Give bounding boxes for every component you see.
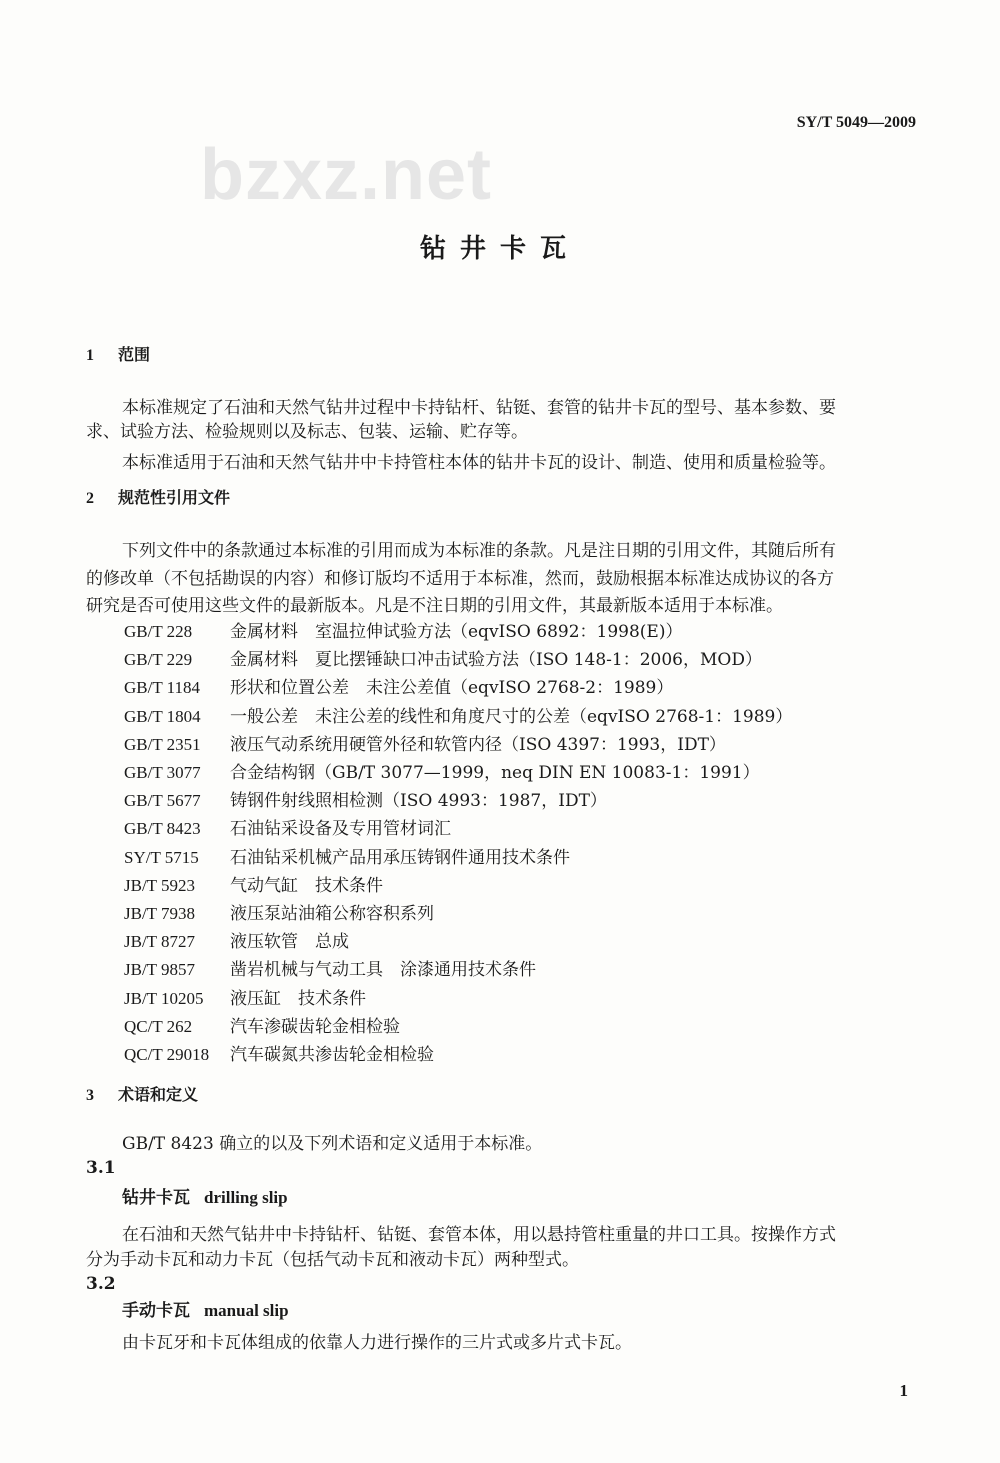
reference-code: GB/T 5677 [124,791,201,811]
reference-title: 一般公差 未注公差的线性和角度尺寸的公差（eqvISO 2768-1：1989） [230,706,793,727]
reference-code: GB/T 2351 [124,734,201,754]
reference-title: 液压气动系统用硬管外径和软管内径（ISO 4397：1993，IDT） [230,734,726,755]
reference-title: 汽车渗碳齿轮金相检验 [230,1016,400,1037]
reference-item [124,931,349,953]
term: 手动卡瓦 manual slip [122,1301,289,1321]
reference-code: GB/T 228 [124,622,193,641]
reference-item [124,1016,400,1038]
reference-title: 合金结构钢（GB/T 3077—1999，neq DIN EN 10083-1：1991） [230,763,760,783]
reference-title: 液压缸 技术条件 [230,988,366,1009]
reference-code: QC/T 29018 [124,1045,210,1064]
reference-title: 液压泵站油箱公称容积系列 [230,904,434,924]
reference-code: JB/T 10205 [124,988,204,1008]
paragraph: 求、试验方法、检验规则以及标志、包装、运输、贮存等。 [86,422,528,442]
paragraph: GB/T 8423 确立的以及下列术语和定义适用于本标准。 [122,1134,543,1154]
reference-title: 气动气缸 技术条件 [230,875,383,896]
reference-item [124,1044,434,1066]
paragraph: 的修改单（不包括勘误的内容）和修订版均不适用于本标准，然而，鼓励根据本标准达成协议的各方 [86,569,834,589]
definition: 分为手动卡瓦和动力卡瓦（包括气动卡瓦和液动卡瓦）两种型式。 [86,1250,579,1270]
reference-item [124,903,434,925]
paragraph: 研究是否可使用这些文件的最新版本。凡是不注日期的引用文件，其最新版本适用于本标准。 [86,596,783,616]
watermark: bzxz.net [200,135,493,215]
reference-item [124,649,762,671]
reference-title: 汽车碳氮共渗齿轮金相检验 [230,1045,434,1065]
reference-item [124,847,570,869]
standard-number: SY/T 5049—2009 [796,114,916,131]
reference-code: GB/T 8423 [124,819,201,839]
reference-item [124,818,451,840]
reference-code: GB/T 229 [124,650,193,670]
reference-item [124,988,366,1010]
reference-item [124,762,760,784]
reference-code: JB/T 8727 [124,932,196,952]
clause-number: 3.2 [86,1274,116,1294]
section-1-heading: 1 范围 [86,345,151,364]
reference-title: 金属材料 夏比摆锤缺口冲击试验方法（ISO 148-1：2006，MOD） [230,650,762,671]
term: 钻井卡瓦 drilling slip [122,1188,288,1208]
reference-code: QC/T 262 [124,1016,193,1036]
reference-code: JB/T 5923 [124,875,196,895]
section-2-heading: 2 规范性引用文件 [86,488,231,507]
reference-item [124,706,792,728]
clause-number: 3.1 [86,1158,116,1178]
reference-item [124,790,607,812]
reference-code: SY/T 5715 [124,847,199,867]
reference-code: JB/T 9857 [124,960,196,980]
document-title: 钻井卡瓦 [419,234,580,264]
reference-code: GB/T 1804 [124,706,201,726]
reference-item [124,959,536,981]
reference-title: 液压软管 总成 [230,932,349,953]
section-3-heading: 3 术语和定义 [86,1085,199,1104]
reference-code: GB/T 3077 [124,763,201,782]
page-number: 1 [899,1381,908,1400]
paragraph: 下列文件中的条款通过本标准的引用而成为本标准的条款。凡是注日期的引用文件，其随后所有 [122,541,836,561]
reference-code: JB/T 7938 [124,904,196,923]
reference-item [124,875,383,897]
reference-item [124,621,682,643]
paragraph: 本标准适用于石油和天然气钻井中卡持管柱本体的钻井卡瓦的设计、制造、使用和质量检验等。 [122,453,836,473]
reference-code: GB/T 1184 [124,678,201,698]
definition: 在石油和天然气钻井中卡持钻杆、钻铤、套管本体，用以悬持管柱重量的井口工具。按操作方式 [122,1225,836,1245]
reference-item [124,677,673,699]
definition: 由卡瓦牙和卡瓦体组成的依靠人力进行操作的三片式或多片式卡瓦。 [122,1333,632,1353]
reference-title: 形状和位置公差 未注公差值（eqvISO 2768-2：1989） [230,678,674,699]
reference-title: 石油钻采机械产品用承压铸钢件通用技术条件 [230,847,570,868]
paragraph: 本标准规定了石油和天然气钻井过程中卡持钻杆、钻铤、套管的钻井卡瓦的型号、基本参数、要 [122,398,836,418]
reference-title: 石油钻采设备及专用管材词汇 [230,819,451,840]
reference-title: 金属材料 室温拉伸试验方法（eqvISO 6892：1998(E)） [230,622,683,642]
reference-item [124,734,726,756]
reference-title: 凿岩机械与气动工具 涂漆通用技术条件 [230,960,536,981]
reference-title: 铸钢件射线照相检测（ISO 4993：1987，IDT） [230,791,607,812]
